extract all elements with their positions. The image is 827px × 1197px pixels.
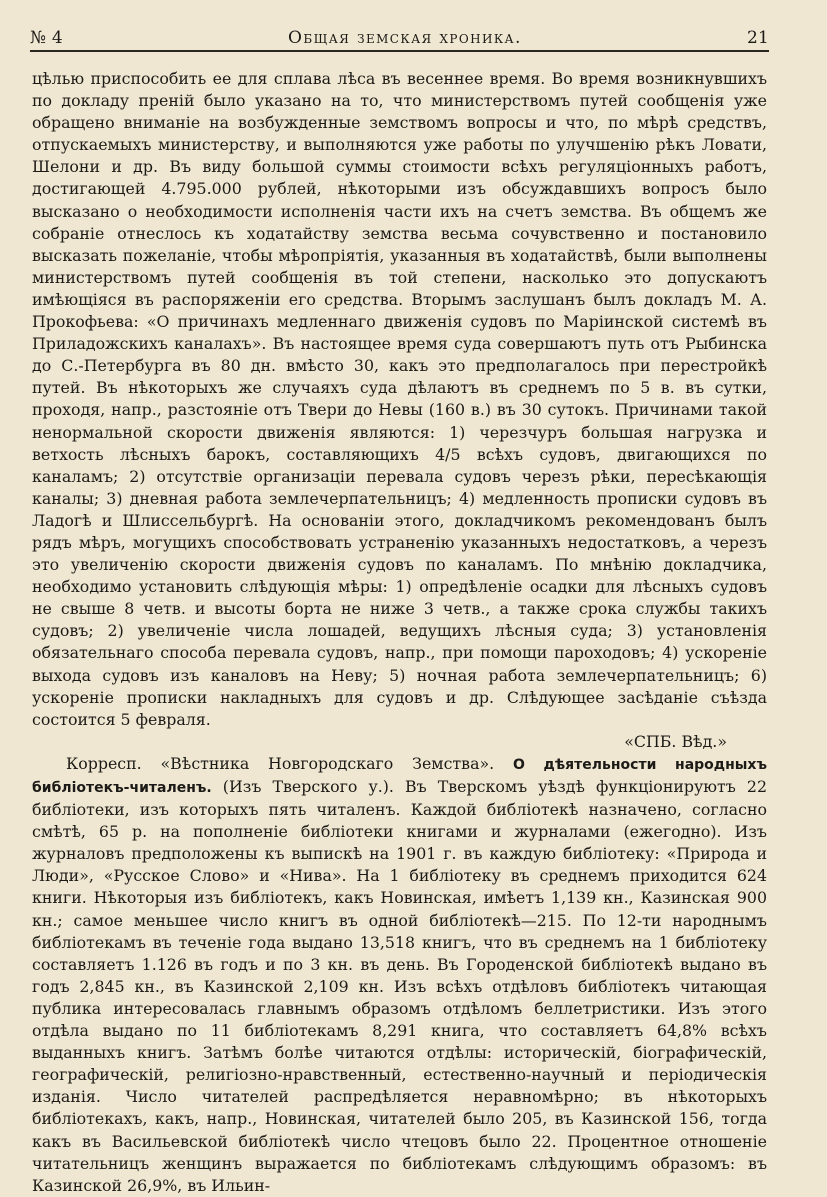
page-number: 21	[746, 28, 769, 48]
article-heading: О дѣятельности народныхъ библіотекъ-читаленъ.	[32, 756, 767, 796]
libraries-text: (Изъ Тверского у.). Въ Тверскомъ уѣздѣ функціонируютъ 22 библіотеки, изъ которыхъ пять читаленъ. Каждой библіотекѣ назначено, согласно смѣтѣ, 65 р. на пополненіе библіотеки книгами и журналами (ежегодно). Изъ журналовъ предположены къ выпискѣ на 1901 г. въ каждую библіотеку: «Природа и Люди», «Русское Слово» и «Нива». На 1 библіотеку въ среднемъ приходится 624 книги. Нѣкоторыя изъ библіотекъ, какъ Новинская, имѣетъ 1,139 кн., Казинская 900 кн.; самое меньшее число книгъ въ одной библіотекѣ—215. По 12-ти народнымъ библіотекамъ въ теченіе года выдано 13,518 книгъ, что въ среднемъ на 1 библіотеку составляетъ 1.126 въ годъ и по 3 кн. въ день. Въ Городенской библіотекѣ выдано въ годъ 2,845 кн., въ Казинской 2,109 кн. Изъ всѣхъ отдѣловъ библіотекъ читающая публика интересовалась главнымъ образомъ отдѣломъ беллетристики. Изъ этого отдѣла выдано по 11 библіотекамъ 8,291 книга, что составляетъ 64,8% всѣхъ выданныхъ книгъ. Затѣмъ болѣе читаются отдѣлы: историческій, біографическій, географическій, религіозно-нравственный, естественно-научный и періодическія изданія. Число читателей распредѣляется неравномѣрно; въ нѣкоторыхъ библіотекахъ, какъ, напр., Новинская, читателей было 205, въ Казинской 156, тогда какъ въ Васильевской библіотекѣ число чтецовъ было 22. Процентное отношеніе читательницъ женщинъ выражается по библіотекамъ слѣдующимъ образомъ: въ Казинской 26,9%, въ Ильин-	[32, 777, 767, 1195]
issue-number: № 4	[30, 28, 63, 48]
source-signature: «СПБ. Вѣд.»	[624, 731, 727, 751]
page-body	[32, 68, 767, 1197]
paragraph-libraries	[32, 753, 767, 1197]
header-rule	[30, 50, 769, 52]
correspondent-lead: Корресп. «Вѣстника Новгородскаго Земства».	[66, 753, 513, 773]
running-title: Общая земская хроника.	[288, 28, 522, 48]
page-header	[30, 20, 769, 48]
paragraph-congress-report: цѣлью приспособить ее для сплава лѣса въ весеннее время. Во время возникнувшихъ по докладу преній было указано на то, что министерствомъ путей сообщенія уже обращено вниманіе на возбужденные земствомъ вопросы и что, по мѣрѣ средствъ, отпускаемыхъ министерству, и выполняются уже работы по улучшенію рѣкъ Ловати, Шелони и др. Въ виду большой суммы стоимости всѣхъ регуляціонныхъ работъ, достигающей 4.795.000 рублей, нѣкоторыми изъ обсуждавшихъ вопросъ было высказано о необходимости исполненія части ихъ на счетъ земства. Въ общемъ же собраніе отнеслось къ ходатайству земства весьма сочувственно и постановило высказать пожеланіе, чтобы мѣропріятія, указанныя въ ходатайствѣ, были выполнены министерствомъ путей сообщенія въ той степени, насколько это допускаютъ имѣющіяся въ распоряженіи его средства. Вторымъ заслушанъ былъ докладъ М. А. Прокофьева: «О причинахъ медленнаго движенія судовъ по Маріинской системѣ въ Приладожскихъ каналахъ». Въ настоящее время суда совершаютъ путь отъ Рыбинска до С.-Петербурга въ 80 дн. вмѣсто 30, какъ это предполагалось при перестройкѣ путей. Въ нѣкоторыхъ же случаяхъ суда дѣлаютъ въ среднемъ по 5 в. въ сутки, проходя, напр., разстояніе отъ Твери до Невы (160 в.) въ 30 сутокъ. Причинами такой ненормальной скорости движенія являются: 1) черезчуръ большая нагрузка и ветхость лѣсныхъ барокъ, составляющихъ 4/5 всѣхъ судовъ, двигающихся по каналамъ; 2) отсутствіе организаціи перевала судовъ черезъ рѣки, пересѣкающія каналы; 3) дневная работа землечерпательницъ; 4) медленность прописки судовъ въ Ладогѣ и Шлиссельбургѣ. На основаніи этого, докладчикомъ рекомендованъ былъ рядъ мѣръ, могущихъ способствовать устраненію указанныхъ недостатковъ, а черезъ это увеличенію скорости движенія судовъ по каналамъ. По мнѣнію докладчика, необходимо установить слѣдующія мѣры: 1) опредѣленіе осадки для лѣсныхъ судовъ не свыше 8 четв. и высоты борта не ниже 3 четв., а также срока службы такихъ судовъ; 2) увеличеніе числа лошадей, ведущихъ лѣсныя суда; 3) установленія обязательнаго способа перевала судовъ, напр., при помощи пароходовъ; 4) ускореніе выхода судовъ изъ каналовъ на Неву; 5) ночная работа землечерпательницъ; 6) ускореніе прописки накладныхъ для судовъ и др. Слѣдующее засѣданіе съѣзда состоится 5 февраля.	[32, 69, 767, 729]
